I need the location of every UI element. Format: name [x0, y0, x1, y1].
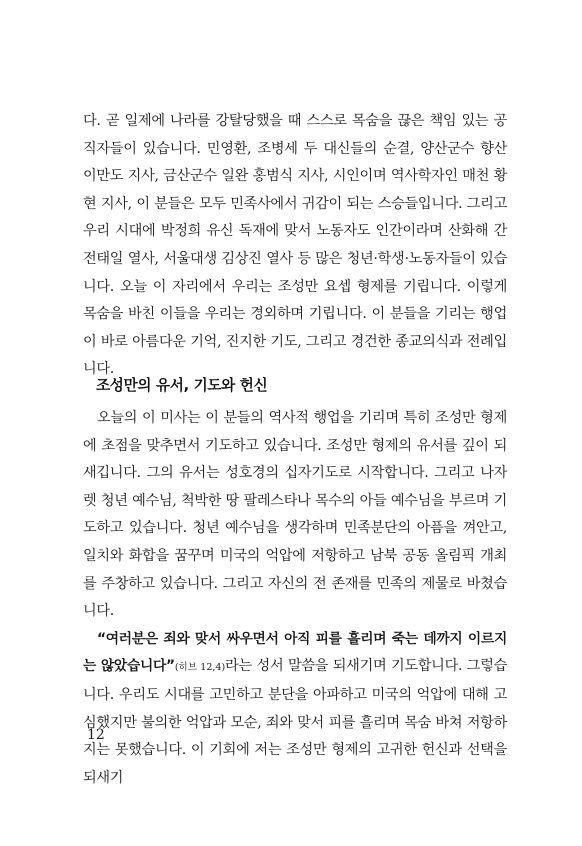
- intro-paragraph: 다. 곧 일제에 나라를 강탈당했을 때 스스로 목숨을 끊은 책임 있는 공직자들이 있습니다. 민영환, 조병세 두 대신들의 순결, 양산군수 향산 이만도 지사, 금산군수 일완 홍범식 지사, 시인이며 역사학자인 매천 황현 지사, 이 분들은 모두 민족사에서 귀감이 되는 스승들입니다. 그리고 우리 시대에 박정희 유신 독재에 맞서 노동자도 인간이라며 산화해 간 전태일 열사, 서울대생 김상진 열사 등 많은 청년·학생·노동자들이 있습니다. 오늘 이 자리에서 우리는 조성만 요셉 형제를 기립니다. 이렇게 목숨을 바친 이들을 우리는 경외하며 기립니다. 이 분들을 기리는 행업이 바로 아름다운 기억, 진지한 기도, 그리고 경건한 종교의식과 전례입니다.: [83, 113, 507, 378]
- scripture-citation: (히브 12,4): [174, 662, 226, 674]
- section-heading: 조성만의 유서, 기도와 헌신: [96, 377, 268, 394]
- page-number: 12: [87, 727, 105, 743]
- body-paragraph-2: [83, 626, 507, 793]
- section-body: [83, 405, 507, 792]
- scripture-quote: “여러분은 죄와 맞서 싸우면서 아직 피를 흘리며 죽는 데까지 이르지는 않았습니다”: [83, 630, 507, 675]
- body-paragraph-2-text: 라는 성서 말씀을 되새기며 기도합니다. 그렇습니다. 우리도 시대를 고민하고 분단을 아파하고 미국의 억압에 대해 고심했지만 불의한 억압과 모순, 죄와 맞서 피를 흘리며 목숨 바쳐 저항하지는 못했습니다. 이 기회에 저는 조성만 형제의 고귀한 헌신과 선택을 되새기: [83, 658, 508, 786]
- body-paragraph-1: 오늘의 이 미사는 이 분들의 역사적 행업을 기리며 특히 조성만 형제에 초점을 맞추면서 기도하고 있습니다. 조성만 형제의 유서를 깊이 되새깁니다. 그의 유서는 성호경의 십자기도로 시작합니다. 그리고 나자렛 청년 예수님, 척박한 땅 팔레스타나 목수의 아들 예수님을 부르며 기도하고 있습니다. 청년 예수님을 생각하며 민족분단의 아픔을 껴안고, 일치와 화합을 꿈꾸며 미국의 억압에 저항하고 남북 공동 올림픽 개최를 주창하고 있습니다. 그리고 자신의 전 존재를 민족의 제물로 바쳤습니다.: [83, 410, 507, 620]
